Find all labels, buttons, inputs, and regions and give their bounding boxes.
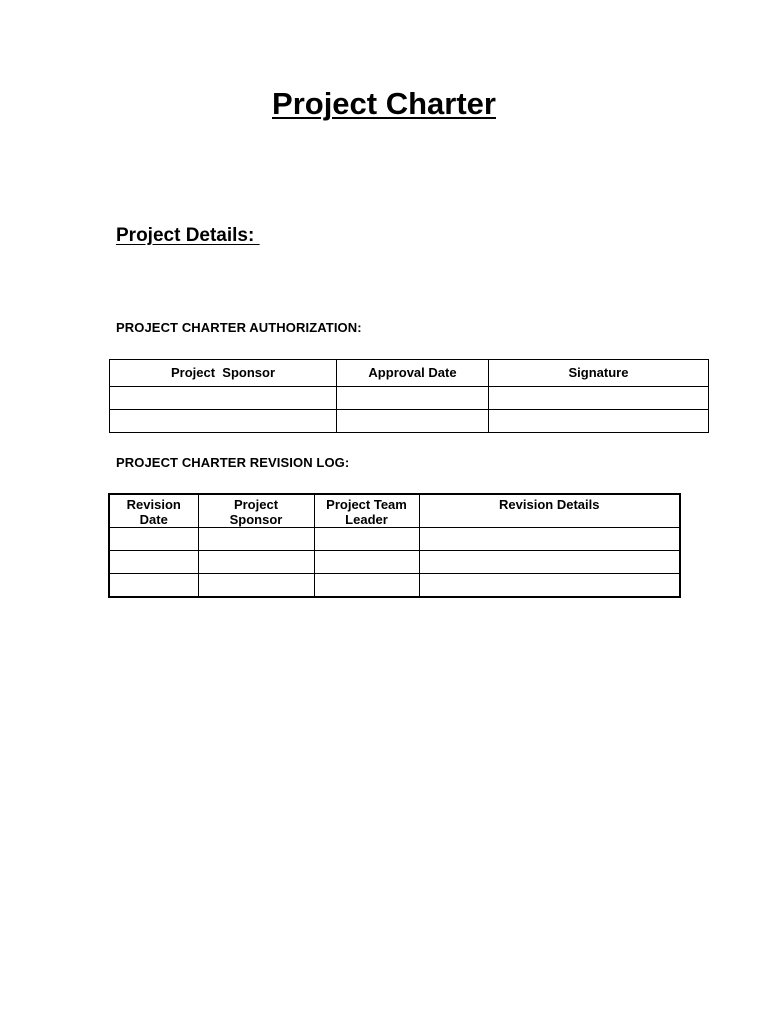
column-header-revision-details: Revision Details <box>419 494 680 528</box>
document-title: Project Charter <box>272 86 496 121</box>
table-cell[interactable] <box>110 410 337 433</box>
table-cell[interactable] <box>489 387 709 410</box>
table-cell[interactable] <box>109 551 198 574</box>
table-cell[interactable] <box>198 551 314 574</box>
table-cell[interactable] <box>314 574 419 597</box>
table-cell[interactable] <box>110 387 337 410</box>
table-cell[interactable] <box>419 551 680 574</box>
table-cell[interactable] <box>314 551 419 574</box>
project-details-heading: Project Details: <box>116 225 260 246</box>
table-cell[interactable] <box>109 528 198 551</box>
table-cell[interactable] <box>337 387 489 410</box>
column-header-approval-date: Approval Date <box>337 360 489 387</box>
table-cell[interactable] <box>419 528 680 551</box>
table-cell[interactable] <box>489 410 709 433</box>
table-cell[interactable] <box>419 574 680 597</box>
table-cell[interactable] <box>198 528 314 551</box>
column-header-project-team-leader: Project Team Leader <box>314 494 419 528</box>
table-row <box>110 387 709 410</box>
table-cell[interactable] <box>198 574 314 597</box>
revision-log-table <box>108 493 681 598</box>
table-header-row <box>110 360 709 387</box>
column-header-project-sponsor: Project Sponsor <box>110 360 337 387</box>
table-row <box>109 551 680 574</box>
table-row <box>109 574 680 597</box>
column-header-project-sponsor: Project Sponsor <box>198 494 314 528</box>
authorization-heading: PROJECT CHARTER AUTHORIZATION: <box>116 320 362 335</box>
revision-log-heading: PROJECT CHARTER REVISION LOG: <box>116 455 350 470</box>
table-cell[interactable] <box>109 574 198 597</box>
table-cell[interactable] <box>314 528 419 551</box>
column-header-signature: Signature <box>489 360 709 387</box>
authorization-table <box>109 359 709 433</box>
table-header-row <box>109 494 680 528</box>
column-header-revision-date: Revision Date <box>109 494 198 528</box>
table-row <box>109 528 680 551</box>
table-row <box>110 410 709 433</box>
table-cell[interactable] <box>337 410 489 433</box>
